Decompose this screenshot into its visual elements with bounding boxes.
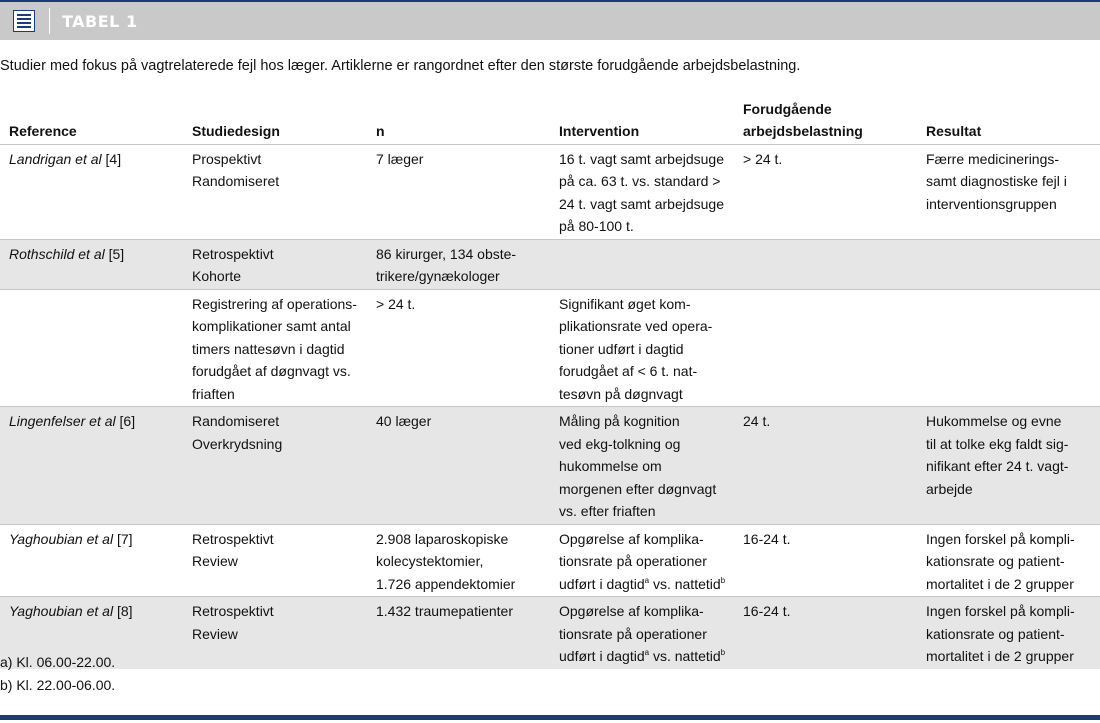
col-header-workload-line2: arbejdsbelastning: [743, 123, 863, 139]
reference-citation: [7]: [116, 530, 133, 547]
table-row: [0, 289, 1100, 407]
table-caption: Studier med fokus på vagtrelaterede fejl hos læger. Artiklerne er rangordnet efter den største forudgående arbejdsbelastning.: [0, 58, 801, 74]
reference-citation: [6]: [119, 413, 136, 429]
cell-workload: 16-24 t.: [734, 597, 917, 669]
cell-result-line: Hukommelse og evne: [926, 413, 1062, 429]
cell-result-line: kationsrate og patient-: [926, 625, 1065, 642]
reference-author: Landrigan et al: [9, 150, 102, 167]
cell-workload: 24 t.: [734, 407, 917, 525]
cell-n: [367, 144, 550, 239]
cell-intervention-line: på ca. 63 t. vs. standard >: [559, 173, 721, 189]
cell-intervention-line: udført i dagtid$^a$ vs. nattetid$^b$: [559, 648, 726, 664]
cell-result-line: Ingen forskel på kompli-: [926, 603, 1075, 619]
col-header-n: n: [376, 123, 385, 139]
cell-result-line: mortalitet i de 2 grupper: [926, 648, 1074, 664]
reference-author: Yaghoubian et al: [9, 603, 114, 619]
col-header-intervention: Intervention: [559, 123, 640, 139]
cell-intervention: [550, 407, 734, 525]
footnote-b: b) Kl. 22.00-06.00.: [0, 677, 116, 693]
cell-intervention-line: hukommelse om: [559, 458, 662, 474]
footnote-marker: a: [644, 575, 650, 585]
cell-design-line: Retrospektivt: [192, 245, 274, 262]
table-row: [0, 407, 1100, 525]
cell-design-line: Randomiseret: [192, 173, 280, 189]
cell-reference: [0, 239, 183, 289]
footnote-marker: a: [644, 648, 650, 657]
cell-n: [367, 524, 550, 597]
cell-result: [917, 144, 1100, 239]
cell-intervention-line: tesøvn på døgnvagt: [559, 385, 683, 402]
cell-design-line: Overkrydsning: [192, 435, 283, 452]
cell-n-line: trikere/gynækologer: [376, 268, 500, 284]
cell-result-line: Færre medicinerings-: [926, 150, 1060, 167]
cell-n: [367, 407, 550, 525]
cell-result: [917, 524, 1100, 597]
cell-n-line: 40 læger: [376, 413, 432, 429]
cell-n-line: 86 kirurger, 134 obste-: [376, 245, 517, 262]
cell-result: [917, 289, 1100, 407]
cell-design-line: Kohorte: [192, 268, 242, 284]
cell-n: [367, 239, 550, 289]
cell-result-line: kationsrate og patient-: [926, 553, 1065, 569]
cell-intervention-line: vs. efter friaften: [559, 503, 656, 519]
cell-n: [367, 289, 550, 407]
table-row: [0, 144, 1100, 239]
cell-workload: 16-24 t.: [743, 530, 791, 547]
reference-citation: [8]: [116, 603, 133, 619]
cell-intervention-line: 16 t. vagt samt arbejdsuge: [559, 150, 724, 167]
cell-design-line: Retrospektivt: [192, 530, 274, 547]
cell-workload: [734, 239, 917, 289]
cell-result-line: mortalitet i de 2 grupper: [926, 575, 1074, 592]
cell-workload: [734, 289, 917, 407]
cell-result: [917, 407, 1100, 525]
table-title: TABEL 1: [62, 11, 138, 31]
cell-intervention-line: ved ekg-tolkning og: [559, 435, 681, 452]
document-icon: [13, 10, 35, 32]
cell-design: [183, 144, 367, 239]
table-row: [0, 597, 1100, 669]
cell-result: [917, 239, 1100, 289]
cell-design: [183, 407, 367, 525]
cell-intervention-line: på 80-100 t.: [559, 218, 634, 234]
cell-intervention-line: forudgået af < 6 t. nat-: [559, 363, 698, 379]
table-header-bar: [0, 2, 1100, 40]
table-row: [0, 239, 1100, 289]
cell-intervention: [550, 239, 734, 289]
col-header-reference: Reference: [9, 123, 77, 139]
cell-intervention: [550, 524, 734, 597]
cell-result-line: Ingen forskel på kompli-: [926, 530, 1075, 547]
cell-design-line: Randomiseret: [192, 413, 280, 429]
cell-design-line: forudgået af døgnvagt vs.: [192, 363, 351, 379]
footnote-marker: b: [720, 575, 726, 585]
cell-design-line: komplikationer samt antal: [192, 318, 351, 334]
cell-design: [183, 524, 367, 597]
cell-n: [367, 597, 550, 669]
footnote-marker: b: [720, 648, 726, 657]
cell-intervention-line: tionsrate på operationer: [559, 553, 707, 569]
cell-n-line: 2.908 laparoskopiske: [376, 530, 509, 547]
bottom-rule: [0, 715, 1100, 720]
cell-n-line: > 24 t.: [376, 295, 416, 312]
reference-author: Rothschild et al: [9, 245, 105, 262]
cell-reference: [0, 524, 183, 597]
footnote-a: a) Kl. 06.00-22.00.: [0, 654, 116, 670]
cell-design-line: Registrering af operations-: [192, 295, 357, 312]
cell-reference: [0, 289, 183, 407]
cell-intervention: [550, 289, 734, 407]
cell-design: [183, 597, 367, 669]
cell-design-line: Retrospektivt: [192, 603, 274, 619]
cell-n-line: 1.726 appendektomier: [376, 575, 516, 592]
cell-intervention-line: tioner udført i dagtid: [559, 340, 684, 357]
cell-result-line: til at tolke ekg faldt sig-: [926, 435, 1069, 452]
table-header-row: [0, 96, 1100, 144]
cell-intervention-line: 24 t. vagt samt arbejdsuge: [559, 195, 724, 212]
cell-n-line: 1.432 traumepatienter: [376, 603, 513, 619]
cell-intervention: [550, 597, 734, 669]
cell-design-line: Prospektivt: [192, 150, 262, 167]
cell-intervention-line: Opgørelse af komplika-: [559, 603, 704, 619]
cell-design: [183, 289, 367, 407]
cell-n-line: kolecystektomier,: [376, 553, 484, 569]
cell-design-line: Review: [192, 625, 238, 642]
col-header-design: Studiedesign: [192, 123, 280, 139]
cell-result-line: arbejde: [926, 480, 973, 497]
cell-intervention-line: udført i dagtid$^a$ vs. nattetid$^b$: [559, 575, 726, 592]
cell-design-line: friaften: [192, 385, 235, 402]
reference-citation: [5]: [108, 245, 125, 262]
cell-reference: [0, 407, 183, 525]
cell-result: [917, 597, 1100, 669]
cell-reference: [0, 144, 183, 239]
cell-workload: > 24 t.: [743, 150, 783, 167]
col-header-result: Resultat: [926, 123, 982, 139]
cell-result-line: samt diagnostiske fejl i: [926, 173, 1067, 189]
cell-intervention-line: morgenen efter døgnvagt: [559, 480, 717, 497]
cell-result-line: interventionsgruppen: [926, 195, 1057, 212]
header-divider: [49, 8, 50, 34]
col-header-workload-line1: Forudgående: [743, 100, 832, 117]
reference-author: Yaghoubian et al: [9, 530, 114, 547]
cell-intervention-line: Signifikant øget kom-: [559, 295, 691, 312]
cell-intervention-line: plikationsrate ved opera-: [559, 318, 713, 334]
reference-citation: [4]: [105, 150, 122, 167]
cell-n-line: 7 læger: [376, 150, 424, 167]
cell-design-line: timers nattesøvn i dagtid: [192, 340, 345, 357]
col-header-workload: [734, 96, 917, 144]
cell-intervention-line: Opgørelse af komplika-: [559, 530, 704, 547]
reference-author: Lingenfelser et al: [9, 413, 116, 429]
table-row: [0, 524, 1100, 597]
cell-intervention-line: Måling på kognition: [559, 413, 680, 429]
cell-intervention: [550, 144, 734, 239]
cell-design: [183, 239, 367, 289]
cell-result-line: nifikant efter 24 t. vagt-: [926, 458, 1069, 474]
cell-design-line: Review: [192, 553, 238, 569]
studies-table: [0, 96, 1100, 669]
cell-intervention-line: tionsrate på operationer: [559, 625, 707, 642]
